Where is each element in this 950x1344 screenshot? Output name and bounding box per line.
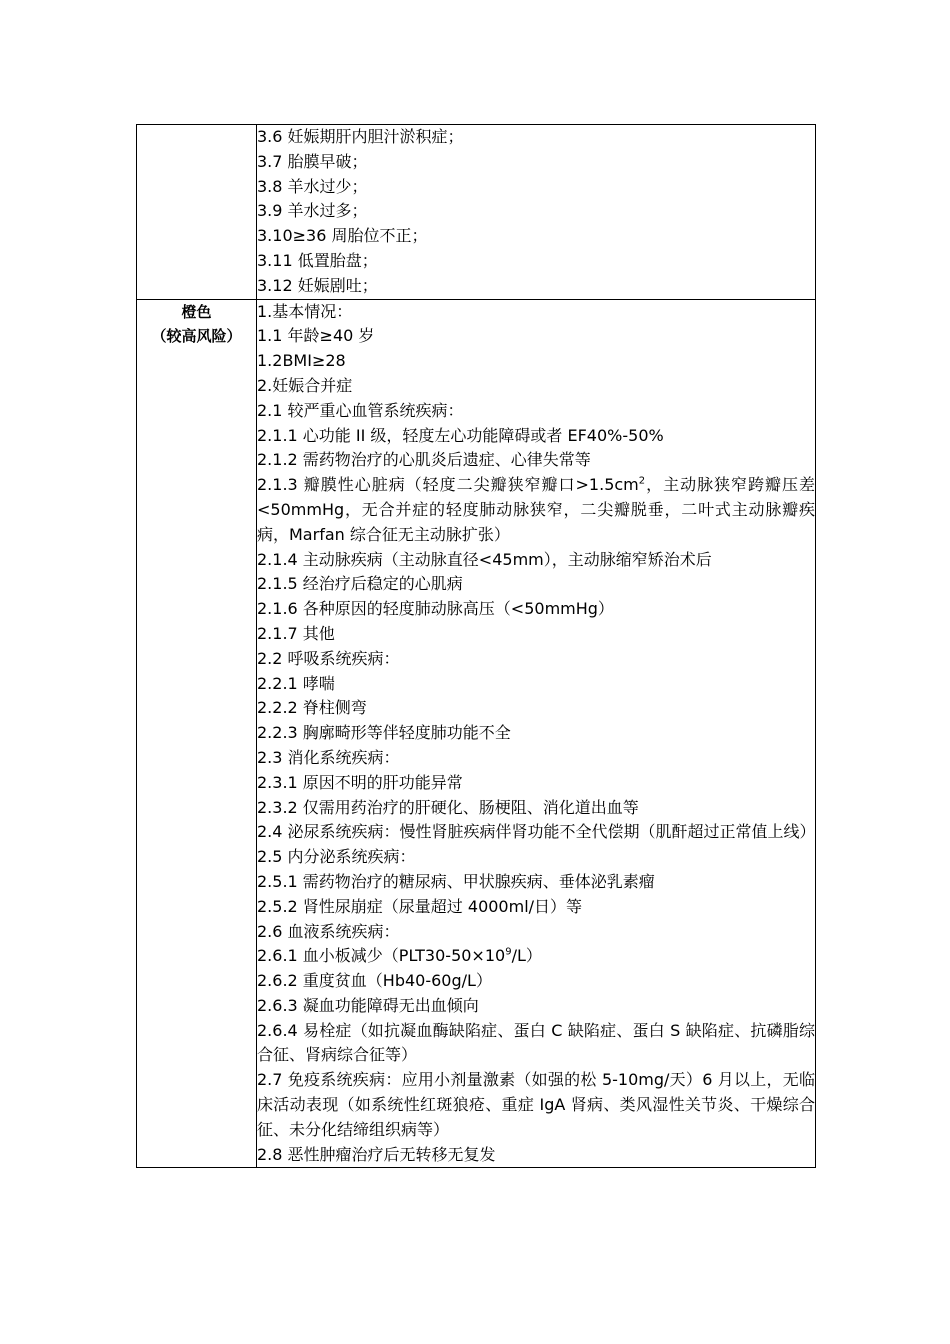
- risk-items-cell: [257, 125, 816, 300]
- item-text: 2.6 血液系统疾病：: [257, 921, 400, 941]
- item-superscript: 9: [505, 946, 512, 958]
- risk-category-label: 橙色: [181, 302, 212, 321]
- list-item: [257, 424, 815, 449]
- list-item: [257, 647, 815, 672]
- list-item: [257, 374, 815, 399]
- list-item: [257, 771, 815, 796]
- list-item: [257, 224, 815, 249]
- item-text: 2.6.4 易栓症（如抗凝血酶缺陷症、蛋白 C 缺陷症、蛋白 S 缺陷症、抗磷脂综合征、肾病综合征等）: [257, 1020, 815, 1065]
- list-item: [257, 300, 815, 325]
- list-item: [257, 597, 815, 622]
- list-item: [257, 845, 815, 870]
- list-item: [257, 175, 815, 200]
- item-text: 2.3.1 原因不明的肝功能异常: [257, 772, 463, 792]
- list-item: [257, 672, 815, 697]
- item-text-continued: ，主动脉狭窄跨瓣压差<50mmHg，无合并症的轻度肺动脉狭窄，二尖瓣脱垂，二叶式主动脉瓣疾病，Marfan 综合征无主动脉扩张）: [257, 475, 815, 544]
- item-text-continued: /L）: [511, 946, 542, 966]
- item-text: 3.10≥36 周胎位不正；: [257, 226, 428, 246]
- list-item: [257, 150, 815, 175]
- item-text: 2.1.2 需药物治疗的心肌炎后遗症、心律失常等: [257, 450, 591, 470]
- list-item: [257, 448, 815, 473]
- item-text: 2.6.2 重度贫血（Hb40-60g/L）: [257, 971, 492, 991]
- list-item: [257, 796, 815, 821]
- list-item: [257, 473, 815, 547]
- item-text: 3.11 低置胎盘；: [257, 250, 378, 270]
- list-item: [257, 944, 815, 969]
- item-text: 2.3 消化系统疾病：: [257, 747, 400, 767]
- item-text: 2.6.1 血小板减少（PLT30-50×10: [257, 946, 506, 966]
- item-text: 1.2BMI≥28: [257, 351, 346, 371]
- item-text: 2.5 内分泌系统疾病：: [257, 847, 416, 867]
- item-text: 2.2 呼吸系统疾病：: [257, 648, 400, 668]
- item-text: 2.妊娠合并症: [257, 375, 353, 395]
- item-text: 3.9 羊水过多；: [257, 201, 368, 221]
- list-item: [257, 399, 815, 424]
- list-item: [257, 1143, 815, 1168]
- table-body: [137, 125, 816, 1168]
- item-text: 3.12 妊娠剧吐；: [257, 275, 378, 295]
- item-text: 2.8 恶性肿瘤治疗后无转移无复发: [257, 1144, 496, 1164]
- table-row: [137, 299, 816, 1168]
- list-item: [257, 622, 815, 647]
- list-item: [257, 746, 815, 771]
- risk-items-cell: [257, 299, 816, 1168]
- list-item: [257, 548, 815, 573]
- risk-category-note: （较高风险）: [151, 327, 242, 346]
- item-text: 2.5.2 肾性尿崩症（尿量超过 4000ml/日）等: [257, 896, 583, 916]
- list-item: [257, 1019, 815, 1069]
- list-item: [257, 274, 815, 299]
- item-text: 1.基本情况：: [257, 301, 353, 321]
- item-text: 2.1.5 经治疗后稳定的心肌病: [257, 574, 463, 594]
- item-text: 3.6 妊娠期肝内胆汁淤积症；: [257, 127, 464, 146]
- list-item: [257, 572, 815, 597]
- item-text: 2.1.6 各种原因的轻度肺动脉高压（<50mmHg）: [257, 599, 614, 619]
- list-item: [257, 696, 815, 721]
- list-item: [257, 199, 815, 224]
- item-text: 2.1.1 心功能 II 级，轻度左心功能障碍或者 EF40%-50%: [257, 425, 664, 445]
- item-text: 2.2.3 胸廓畸形等伴轻度肺功能不全: [257, 723, 511, 743]
- list-item: [257, 249, 815, 274]
- item-text: 2.3.2 仅需用药治疗的肝硬化、肠梗阻、消化道出血等: [257, 797, 639, 817]
- item-text: 2.6.3 凝血功能障碍无出血倾向: [257, 995, 479, 1015]
- item-text: 2.2.2 脊柱侧弯: [257, 698, 367, 718]
- list-item: [257, 324, 815, 349]
- item-text: 2.1.4 主动脉疾病（主动脉直径<45mm），主动脉缩窄矫治术后: [257, 549, 712, 569]
- item-text: 3.7 胎膜早破；: [257, 151, 368, 171]
- item-text: 3.8 羊水过少；: [257, 176, 368, 196]
- item-text: 2.1 较严重心血管系统疾病：: [257, 400, 464, 420]
- item-superscript: 2: [638, 475, 646, 487]
- list-item: [257, 920, 815, 945]
- list-item: [257, 969, 815, 994]
- item-text: 2.1.3 瓣膜性心脏病（轻度二尖瓣狭窄瓣口>1.5cm: [257, 475, 639, 495]
- list-item: [257, 895, 815, 920]
- list-item: [257, 994, 815, 1019]
- item-text: 2.2.1 哮喘: [257, 673, 335, 693]
- item-text: 2.4 泌尿系统疾病：慢性肾脏疾病伴肾功能不全代偿期（肌酐超过正常值上线）: [257, 822, 816, 842]
- item-text: 2.1.7 其他: [257, 623, 335, 643]
- risk-category-cell: [137, 125, 257, 300]
- item-text: 1.1 年龄≥40 岁: [257, 326, 375, 346]
- table-row: [137, 125, 816, 300]
- list-item: [257, 125, 815, 150]
- risk-classification-table: [136, 124, 816, 1168]
- risk-category-cell: [137, 299, 257, 1168]
- list-item: [257, 870, 815, 895]
- item-text: 2.7 免疫系统疾病：应用小剂量激素（如强的松 5-10mg/天）6 月以上，无临床活动表现（如系统性红斑狼疮、重症 IgA 肾病、类风湿性关节炎、干燥综合征、未分化结缔组织病等）: [257, 1070, 815, 1139]
- item-text: 2.5.1 需药物治疗的糖尿病、甲状腺疾病、垂体泌乳素瘤: [257, 871, 655, 891]
- list-item: [257, 820, 815, 845]
- list-item: [257, 349, 815, 374]
- list-item: [257, 721, 815, 746]
- list-item: [257, 1068, 815, 1142]
